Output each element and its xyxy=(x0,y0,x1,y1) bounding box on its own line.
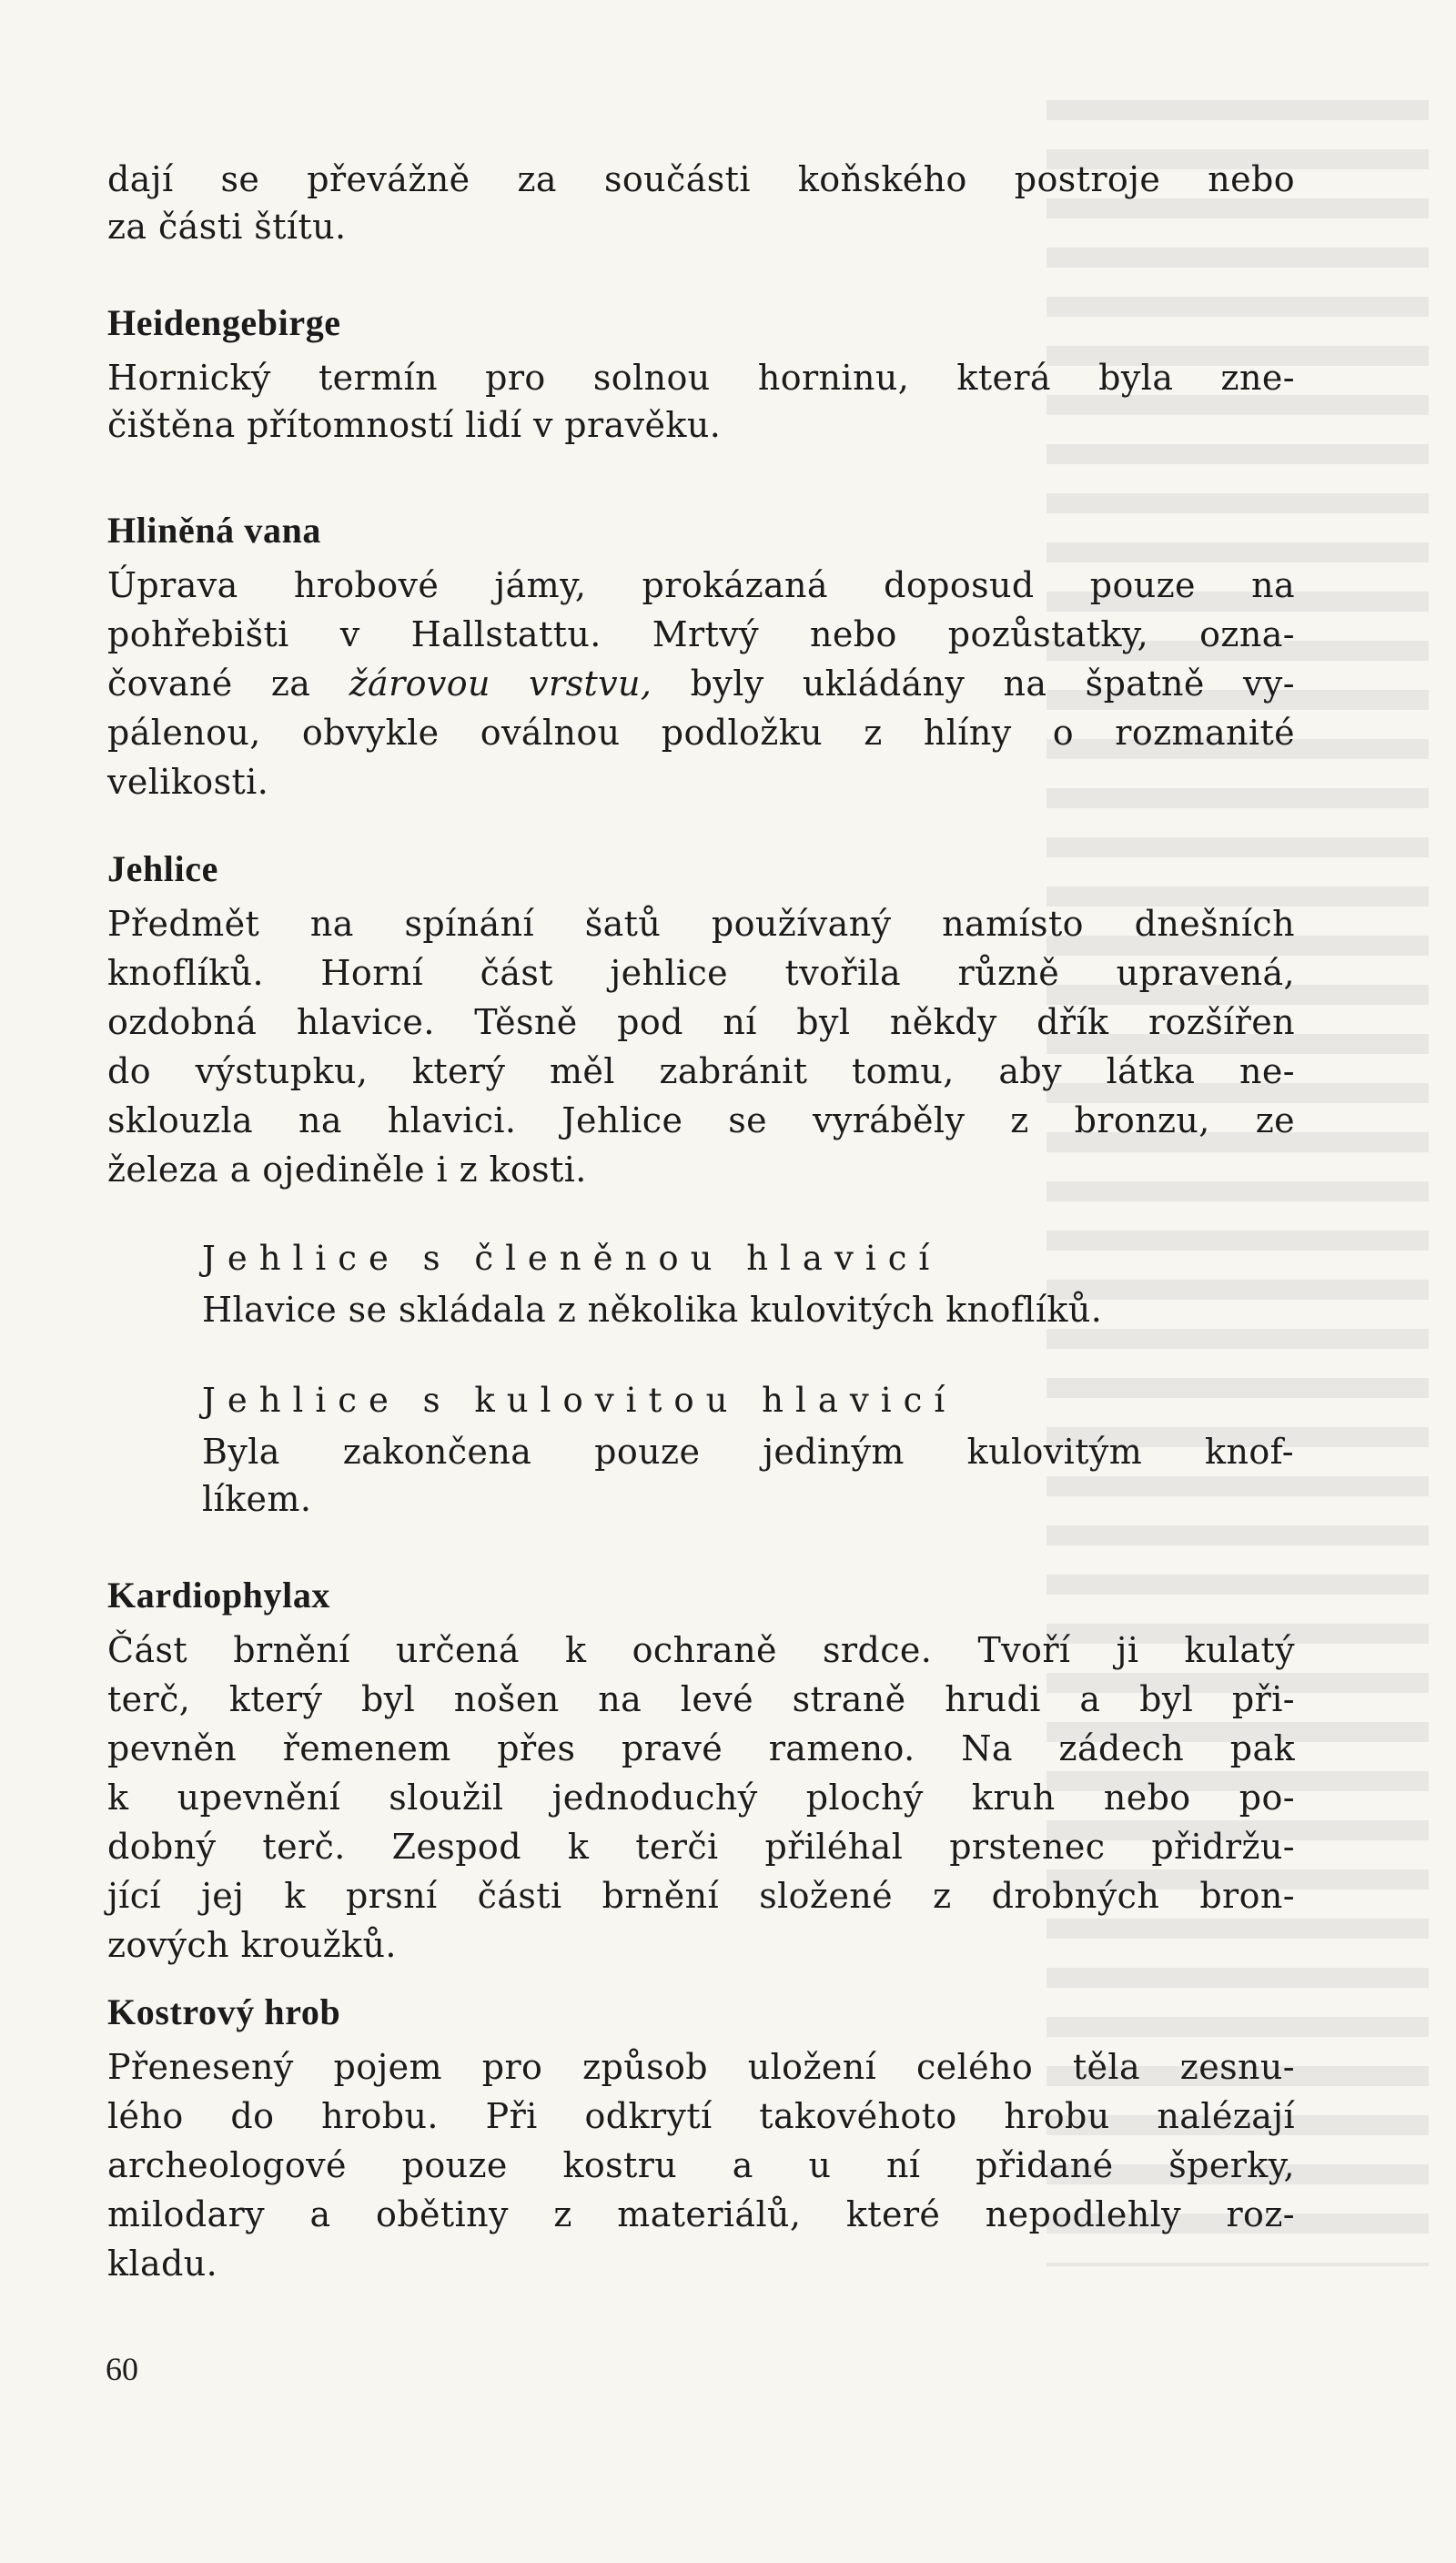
entry-title: Jehlice xyxy=(107,848,218,889)
text-line: do výstupku, který měl zabránit tomu, aby látka ne- xyxy=(107,1051,1295,1091)
text-line: čištěna přítomností lidí v pravěku. xyxy=(107,405,722,445)
text-line: Hornický termín pro solnou horninu, která byla zne- xyxy=(107,358,1295,398)
text-fragment: čované za xyxy=(107,664,349,704)
text-line: terč, který byl nošen na levé straně hrudi a byl při- xyxy=(107,1679,1295,1719)
text-line: lého do hrobu. Při odkrytí takovéhoto hrobu nalézají xyxy=(107,2096,1295,2136)
show-through-text xyxy=(1046,100,1429,2266)
text-line-mixed xyxy=(107,659,1295,708)
text-line: Hlavice se skládala z několika kulovitých knoflíků. xyxy=(202,1290,1103,1330)
text-line: líkem. xyxy=(202,1479,312,1519)
page-number: 60 xyxy=(106,2351,138,2387)
text-line: Předmět na spínání šatů používaný namísto dnešních xyxy=(107,904,1295,944)
text-line: pevněn řemenem přes pravé rameno. Na zádech pak xyxy=(107,1728,1295,1768)
text-line: knoflíků. Horní část jehlice tvořila různě upravená, xyxy=(107,953,1295,993)
entry-title: Hliněná vana xyxy=(107,510,322,551)
text-line: archeologové pouze kostru a u ní přidané šperky, xyxy=(107,2145,1295,2185)
italic-term: žárovou vrstvu, xyxy=(349,664,652,704)
text-line: železa a ojediněle i z kosti. xyxy=(107,1150,587,1190)
subentry-title: Jehlice s členěnou hlavicí xyxy=(202,1239,942,1278)
text-line: Úprava hrobové jámy, prokázaná doposud pouze na xyxy=(107,565,1295,605)
text-line: za části štítu. xyxy=(107,207,347,247)
text-line: Část brnění určená k ochraně srdce. Tvoří ji kulatý xyxy=(107,1630,1295,1670)
text-line: pohřebišti v Hallstattu. Mrtvý nebo pozůstatky, ozna- xyxy=(107,614,1295,654)
text-line: kladu. xyxy=(107,2244,218,2284)
text-line: zových kroužků. xyxy=(107,1925,397,1965)
text-line: ozdobná hlavice. Těsně pod ní byl někdy dřík rozšířen xyxy=(107,1002,1295,1042)
text-line: dobný terč. Zespod k terči přiléhal prstenec přidržu- xyxy=(107,1827,1295,1867)
text-line: jící jej k prsní části brnění složené z drobných bron- xyxy=(107,1876,1295,1916)
text-line: pálenou, obvykle oválnou podložku z hlíny o rozmanité xyxy=(107,713,1295,753)
entry-title: Kardiophylax xyxy=(107,1575,331,1616)
text-line: milodary a obětiny z materiálů, které nepodlehly roz- xyxy=(107,2194,1295,2234)
text-fragment: byly ukládány na špatně vy- xyxy=(652,664,1295,704)
text-line: velikosti. xyxy=(107,762,269,802)
text-line: Byla zakončena pouze jediným kulovitým knof- xyxy=(202,1432,1294,1472)
entry-title: Kostrový hrob xyxy=(107,1991,341,2032)
text-line: Přenesený pojem pro způsob uložení celého těla zesnu- xyxy=(107,2047,1295,2087)
text-line: dají se převážně za součásti koňského postroje nebo xyxy=(107,159,1295,199)
text-line: k upevnění sloužil jednoduchý plochý kruh nebo po- xyxy=(107,1778,1295,1818)
text-line: sklouzla na hlavici. Jehlice se vyráběly z bronzu, ze xyxy=(107,1100,1295,1140)
subentry-title: Jehlice s kulovitou hlavicí xyxy=(202,1381,957,1420)
entry-title: Heidengebirge xyxy=(107,302,341,343)
